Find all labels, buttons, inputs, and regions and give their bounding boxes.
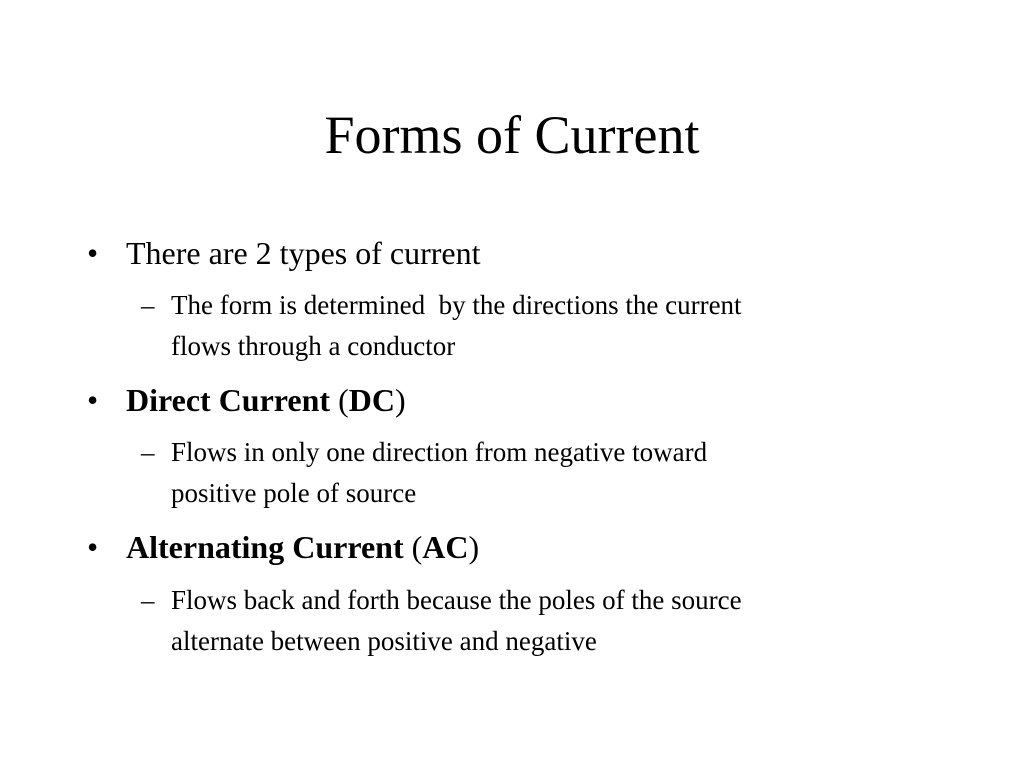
bullet-term: Alternating Current — [126, 529, 404, 565]
bullet-text: There are 2 types of current — [126, 235, 481, 271]
sub-bullet-line: The form is determined by the directions the current — [171, 290, 742, 320]
bullet-abbr: AC — [422, 529, 469, 565]
paren-open: ( — [330, 382, 349, 418]
dash-icon: – — [141, 585, 155, 615]
bullet-icon: • — [87, 382, 99, 418]
sub-bullet-line: alternate between positive and negative — [171, 626, 597, 656]
bullet-icon: • — [87, 235, 99, 271]
paren-open: ( — [403, 529, 423, 565]
bullet-term: Direct Current — [126, 382, 331, 418]
sub-bullet-line: Flows back and forth because the poles of the source — [171, 585, 742, 615]
dash-icon: – — [141, 437, 155, 467]
bullet-icon: • — [87, 529, 99, 565]
dash-icon: – — [141, 290, 155, 320]
sub-bullet-line: positive pole of source — [171, 478, 417, 508]
slide-title: Forms of Current — [324, 105, 700, 165]
paren-close: ) — [394, 382, 406, 418]
bullet-text — [126, 380, 406, 420]
sub-bullet-line: Flows in only one direction from negative toward — [171, 437, 708, 467]
paren-close: ) — [468, 529, 480, 565]
bullet-abbr: DC — [348, 382, 395, 418]
sub-bullet-line: flows through a conductor — [171, 331, 456, 361]
bullet-text — [126, 527, 479, 567]
